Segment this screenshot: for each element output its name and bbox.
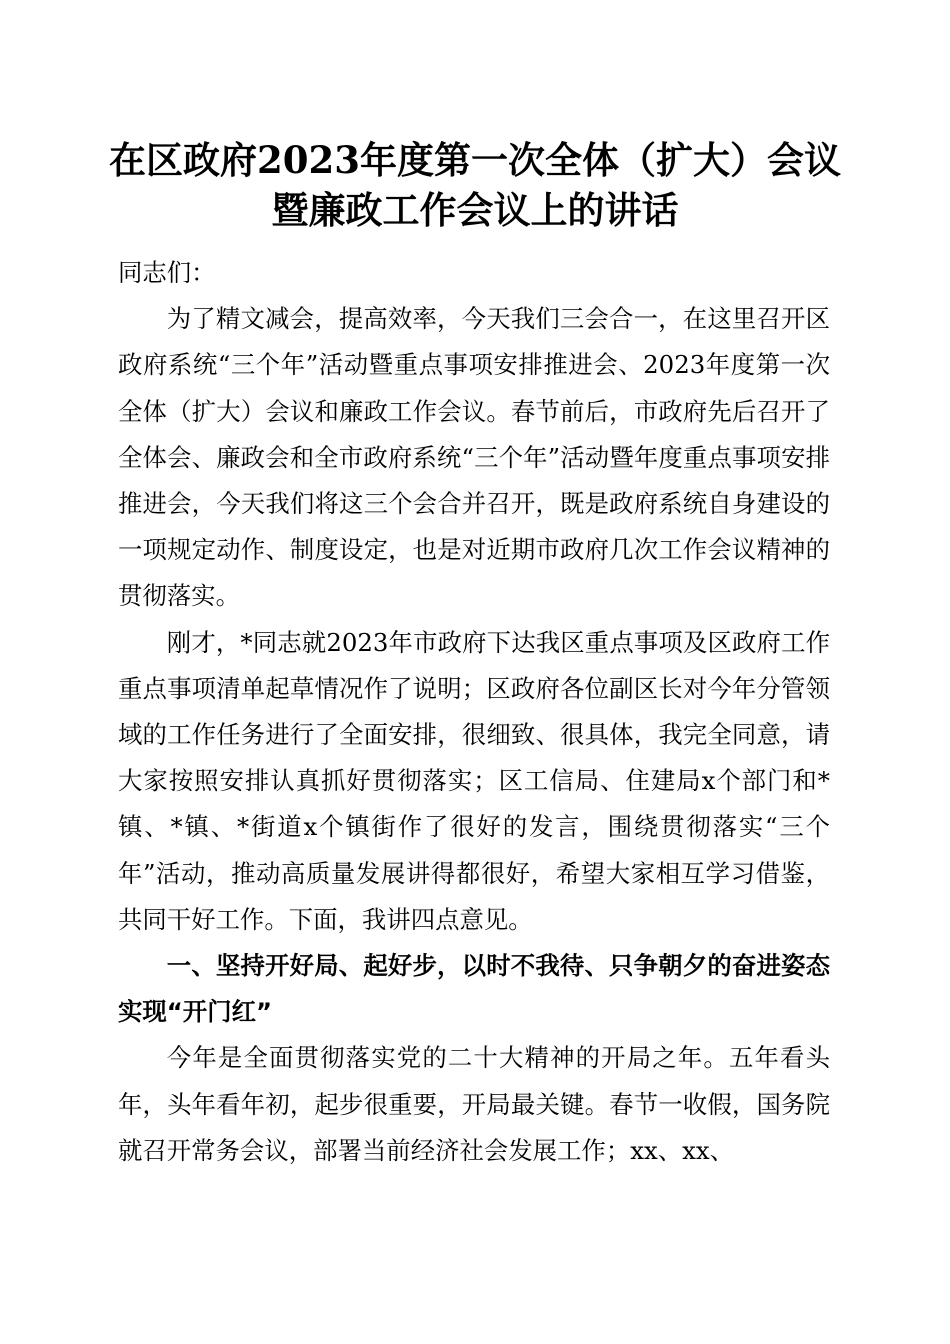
document-body [118,250,830,1174]
section-1-paragraph: 今年是全面贯彻落实党的二十大精神的开局之年。五年看头年，头年看年初，起步很重要，开局最关键。春节一收假，国务院就召开常务会议，部署当前经济社会发展工作；xx、xx、 [118,1043,830,1165]
section-heading-1: 一、坚持开好局、起好步，以时不我待、只争朝夕的奋进姿态实现“开门红” [118,951,830,1027]
document-title-line-2: 暨廉政工作会议上的讲话 [271,188,679,232]
paragraph-2: 刚才，*同志就2023年市政府下达我区重点事项及区政府工作重点事项清单起草情况作了说明；区政府各位副区长对今年分管领域的工作任务进行了全面安排，很细致、很具体，我完全同意，请大家按照安排认真抓好贯彻落实；区工信局、住建局x个部门和*镇、*镇、*街道x个镇街作了很好的发言，围绕贯彻落实“三个年”活动，推动高质量发展讲得都很好，希望大家相互学习借鉴，共同干好工作。下面，我讲四点意见。 [118,627,830,934]
paragraph-1: 为了精文减会，提高效率，今天我们三会合一，在这里召开区政府系统“三个年”活动暨重点事项安排推进会、2023年度第一次全体（扩大）会议和廉政工作会议。春节前后，市政府先后召开了全体会、廉政会和全市政府系统“三个年”活动暨年度重点事项安排推进会，今天我们将这三个会合并召开，既是政府系统自身建设的一项规定动作、制度设定，也是对近期市政府几次工作会议精神的贯彻落实。 [118,304,830,611]
document-title-line-1: 在区政府2023年度第一次全体（扩大）会议 [109,138,841,182]
salutation: 同志们： [118,258,216,287]
